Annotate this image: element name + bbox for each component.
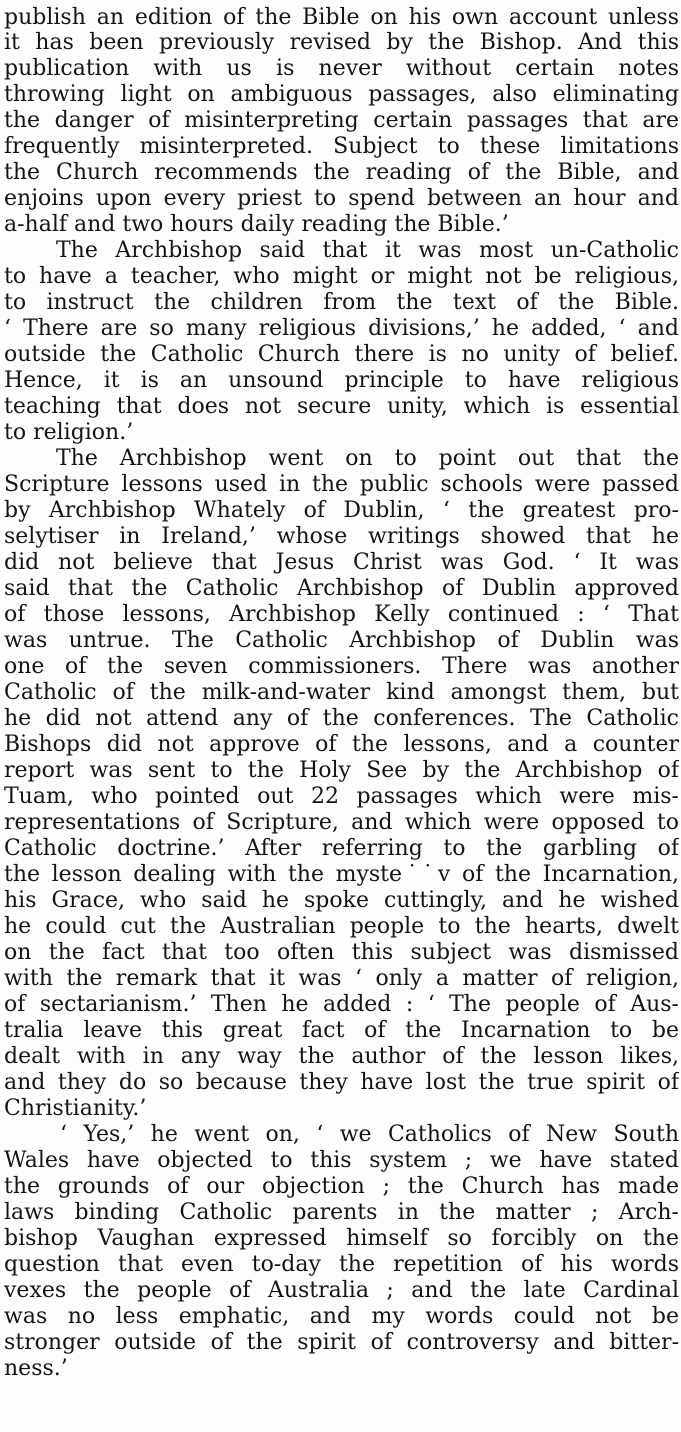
text-line: the lesson dealing with the myste˙˙v of the Incarnation, [4, 862, 679, 887]
text-line: one of the seven commissioners. There was another [4, 654, 679, 679]
text-line: it has been previously revised by the Bishop. And this [4, 30, 679, 55]
text-line: he could cut the Australian people to the hearts, dwelt [4, 914, 679, 939]
text-line: Hence, it is an unsound principle to have religious [4, 368, 679, 393]
text-line: on the fact that too often this subject was dismissed [4, 940, 679, 965]
text-line: by Archbishop Whately of Dublin, ‘ the greatest pro- [4, 498, 679, 523]
text-line: Christianity.’ [4, 1096, 147, 1121]
text-line: teaching that does not secure unity, which is essential [4, 394, 679, 419]
text-line: Bishops did not approve of the lessons, and a counter [4, 732, 679, 757]
text-line: to religion.’ [4, 420, 134, 445]
text-line: dealt with in any way the author of the lesson likes, [4, 1044, 679, 1069]
text-line: throwing light on ambiguous passages, also eliminating [4, 82, 679, 107]
text-line: report was sent to the Holy See by the Archbishop of [4, 758, 679, 783]
text-line: representations of Scripture, and which were opposed to [4, 810, 679, 835]
text-line: vexes the people of Australia ; and the late Cardinal [4, 1278, 679, 1303]
text-line: frequently misinterpreted. Subject to these limitations [4, 134, 679, 159]
text-line: his Grace, who said he spoke cuttingly, and he wished [4, 888, 679, 913]
text-line: was no less emphatic, and my words could not be [4, 1304, 679, 1329]
text-line: the danger of misinterpreting certain passages that are [4, 108, 679, 133]
text-line: Catholic doctrine.’ After referring to the garbling of [4, 836, 679, 861]
text-line: did not believe that Jesus Christ was God. ‘ It was [4, 550, 679, 575]
text-line: outside the Catholic Church there is no unity of belief. [4, 342, 679, 367]
text-line: The Archbishop said that it was most un-Catholic [56, 238, 679, 263]
text-line: with the remark that it was ‘ only a matter of religion, [4, 966, 679, 991]
text-line: tralia leave this great fact of the Incarnation to be [4, 1018, 679, 1043]
text-line: Tuam, who pointed out 22 passages which were mis- [4, 784, 679, 809]
text-line: publish an edition of the Bible on his own account unless [4, 5, 679, 30]
text-line: the Church recommends the reading of the Bible, and [4, 160, 679, 185]
text-line: of sectarianism.’ Then he added : ‘ The people of Aus- [4, 992, 679, 1017]
text-line: the grounds of our objection ; the Church has made [4, 1174, 679, 1199]
text-line: to instruct the children from the text of the Bible. [4, 290, 679, 315]
text-line: laws binding Catholic parents in the matter ; Arch- [4, 1200, 679, 1225]
text-line: The Archbishop went on to point out that the [56, 446, 679, 471]
text-line: Wales have objected to this system ; we have stated [4, 1148, 679, 1173]
text-line: enjoins upon every priest to spend between an hour and [4, 186, 679, 211]
text-line: and they do so because they have lost the true spirit of [4, 1070, 679, 1095]
text-line: he did not attend any of the conferences. The Catholic [4, 706, 679, 731]
text-line: publication with us is never without certain notes [4, 56, 679, 81]
text-line: ‘ There are so many religious divisions,’ he added, ‘ and [4, 316, 679, 341]
text-line: Catholic of the milk-and-water kind amongst them, but [4, 680, 679, 705]
text-line: ‘ Yes,’ he went on, ‘ we Catholics of New South [60, 1122, 679, 1147]
text-line: of those lessons, Archbishop Kelly continued : ‘ That [4, 602, 679, 627]
text-line: selytiser in Ireland,’ whose writings showed that he [4, 524, 679, 549]
text-line: bishop Vaughan expressed himself so forcibly on the [4, 1226, 679, 1251]
text-line: Scripture lessons used in the public schools were passed [4, 472, 679, 497]
text-line: said that the Catholic Archbishop of Dublin approved [4, 576, 679, 601]
text-line: a-half and two hours daily reading the Bible.’ [4, 212, 509, 237]
text-line: stronger outside of the spirit of controversy and bitter- [4, 1330, 679, 1355]
text-line: ness.’ [4, 1356, 68, 1381]
text-line: question that even to-day the repetition of his words [4, 1252, 679, 1277]
text-line: to have a teacher, who might or might not be religious, [4, 264, 679, 289]
text-line: was untrue. The Catholic Archbishop of Dublin was [4, 628, 679, 653]
